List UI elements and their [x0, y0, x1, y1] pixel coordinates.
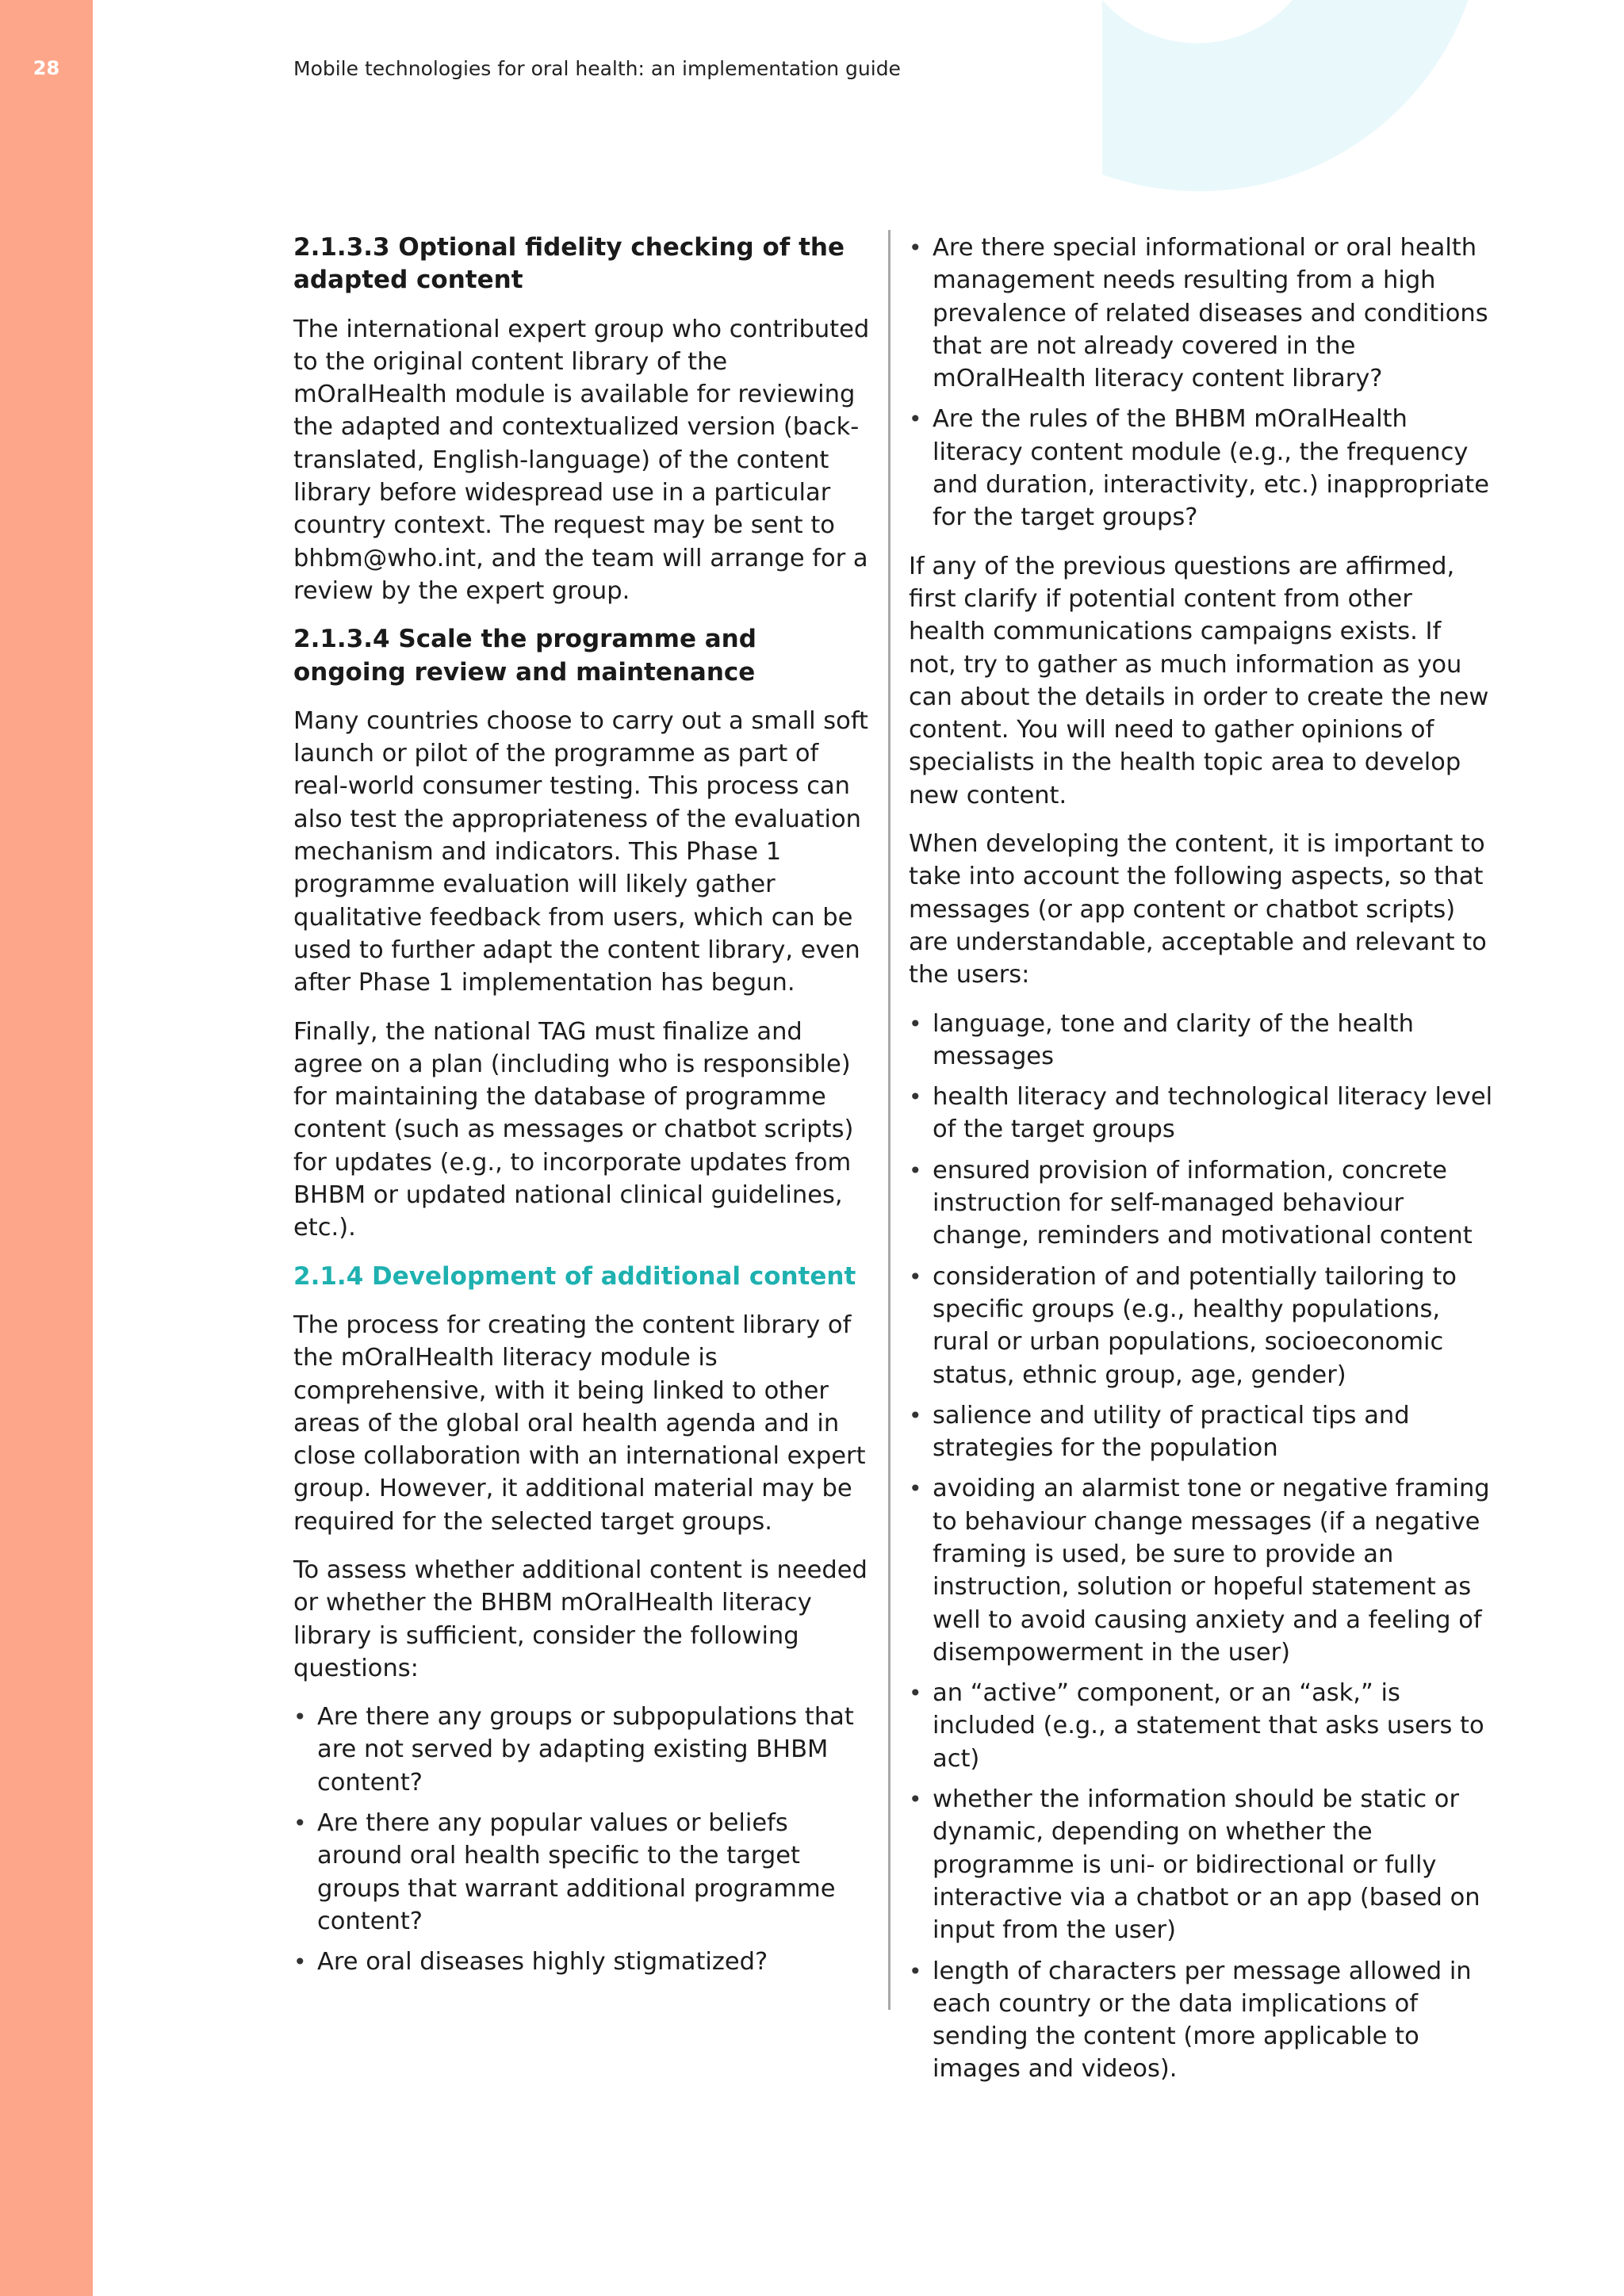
sidebar-stripe	[0, 0, 93, 2296]
list-item: • Are the rules of the BHBM mOralHealth literacy content module (e.g., the frequency and duration, interactivity, etc.) inappropriate for the target groups?	[909, 403, 1496, 534]
list-item: • Are there any groups or subpopulations that are not served by adapting existing BHBM content?	[293, 1701, 876, 1799]
paragraph-content-library: The process for creating the content library of the mOralHealth literacy module is comprehensive, with it being linked to other areas of the global oral health agenda and in close collaboration with an international expert group. However, it additional material may be required for the selected target groups.	[293, 1311, 866, 1536]
left-column	[293, 232, 876, 1995]
question-list-continued	[909, 232, 1496, 534]
right-column	[909, 232, 1496, 2102]
list-item: • length of characters per message allowed in each country or the data implications of sending the content (more applicable to images and videos).	[909, 1955, 1496, 2086]
section-heading-2-1-3-4: 2.1.3.4 Scale the programme and ongoing review and maintenance	[293, 625, 756, 687]
list-item: • consideration of and potentially tailoring to specific groups (e.g., healthy populations, rural or urban populations, socioeconomic status, ethnic group, age, gender)	[909, 1261, 1496, 1391]
paragraph-affirmed: If any of the previous questions are affirmed, first clarify if potential content from other health communications campaigns exists. If not, try to gather as much information as you can about the details in order to create the new content. You will need to gather opinions of specialists in the health topic area to develop new content.	[909, 552, 1489, 809]
list-item: • language, tone and clarity of the health messages	[909, 1008, 1496, 1073]
question-list	[293, 1701, 876, 1978]
list-item: • salience and utility of practical tips and strategies for the population	[909, 1399, 1496, 1465]
list-item: • Are there any popular values or beliefs around oral health specific to the target groups that warrant additional programme content?	[293, 1807, 876, 1938]
aspects-list	[909, 1008, 1496, 2086]
running-header: Mobile technologies for oral health: an implementation guide	[293, 57, 901, 80]
paragraph-fidelity-checking: The international expert group who contributed to the original content library of the mOralHealth module is available for reviewing the adapted and contextualized version (back-translated, English-language) of the content library before widespread use in a particular country context. The request may be sent to bhbm@who.int, and the team will arrange for a review by the expert group.	[293, 315, 870, 605]
paragraph-developing-content: When developing the content, it is important to take into account the following aspects, so that messages (or app content or chatbot scripts) are understandable, acceptable and relevant to the users:	[909, 830, 1487, 989]
list-item: • whether the information should be static or dynamic, depending on whether the programme is uni- or bidirectional or fully interactive via a chatbot or an app (based on input from the user)	[909, 1783, 1496, 1946]
list-item: • Are there special informational or oral health management needs resulting from a high prevalence of related diseases and conditions that are not already covered in the mOralHealth literacy content library?	[909, 232, 1496, 395]
list-item: • an “active” component, or an “ask,” is included (e.g., a statement that asks users to act)	[909, 1677, 1496, 1775]
list-item: • avoiding an alarmist tone or negative framing to behaviour change messages (if a negative framing is used, be sure to provide an instruction, solution or hopeful statement as well to avoid causing anxiety and a feeling of disempowerment in the user)	[909, 1472, 1496, 1669]
column-divider	[888, 230, 891, 2010]
page-number: 28	[33, 57, 60, 79]
section-heading-2-1-3-3: 2.1.3.3 Optional fidelity checking of the adapted content	[293, 233, 845, 295]
section-heading-2-1-4: 2.1.4 Development of additional content	[293, 1261, 856, 1291]
list-item: • Are oral diseases highly stigmatized?	[293, 1946, 876, 1978]
list-item: • health literacy and technological literacy level of the target groups	[909, 1081, 1496, 1146]
paragraph-assess-questions: To assess whether additional content is needed or whether the BHBM mOralHealth literacy library is sufficient, consider the following questions:	[293, 1556, 868, 1682]
paragraph-maintenance: Finally, the national TAG must finalize and agree on a plan (including who is responsible) for maintaining the database of programme content (such as messages or chatbot scripts) for updates (e.g., to incorporate updates from BHBM or updated national clinical guidelines, etc.).	[293, 1017, 854, 1242]
list-item: • ensured provision of information, concrete instruction for self-managed behaviour change, reminders and motivational content	[909, 1154, 1496, 1253]
paragraph-soft-launch: Many countries choose to carry out a small soft launch or pilot of the programme as part of real-world consumer testing. This process can also test the appropriateness of the evaluation mechanism and indicators. This Phase 1 programme evaluation will likely gather qualitative feedback from users, which can be used to further adapt the content library, even after Phase 1 implementation has begun.	[293, 706, 869, 997]
